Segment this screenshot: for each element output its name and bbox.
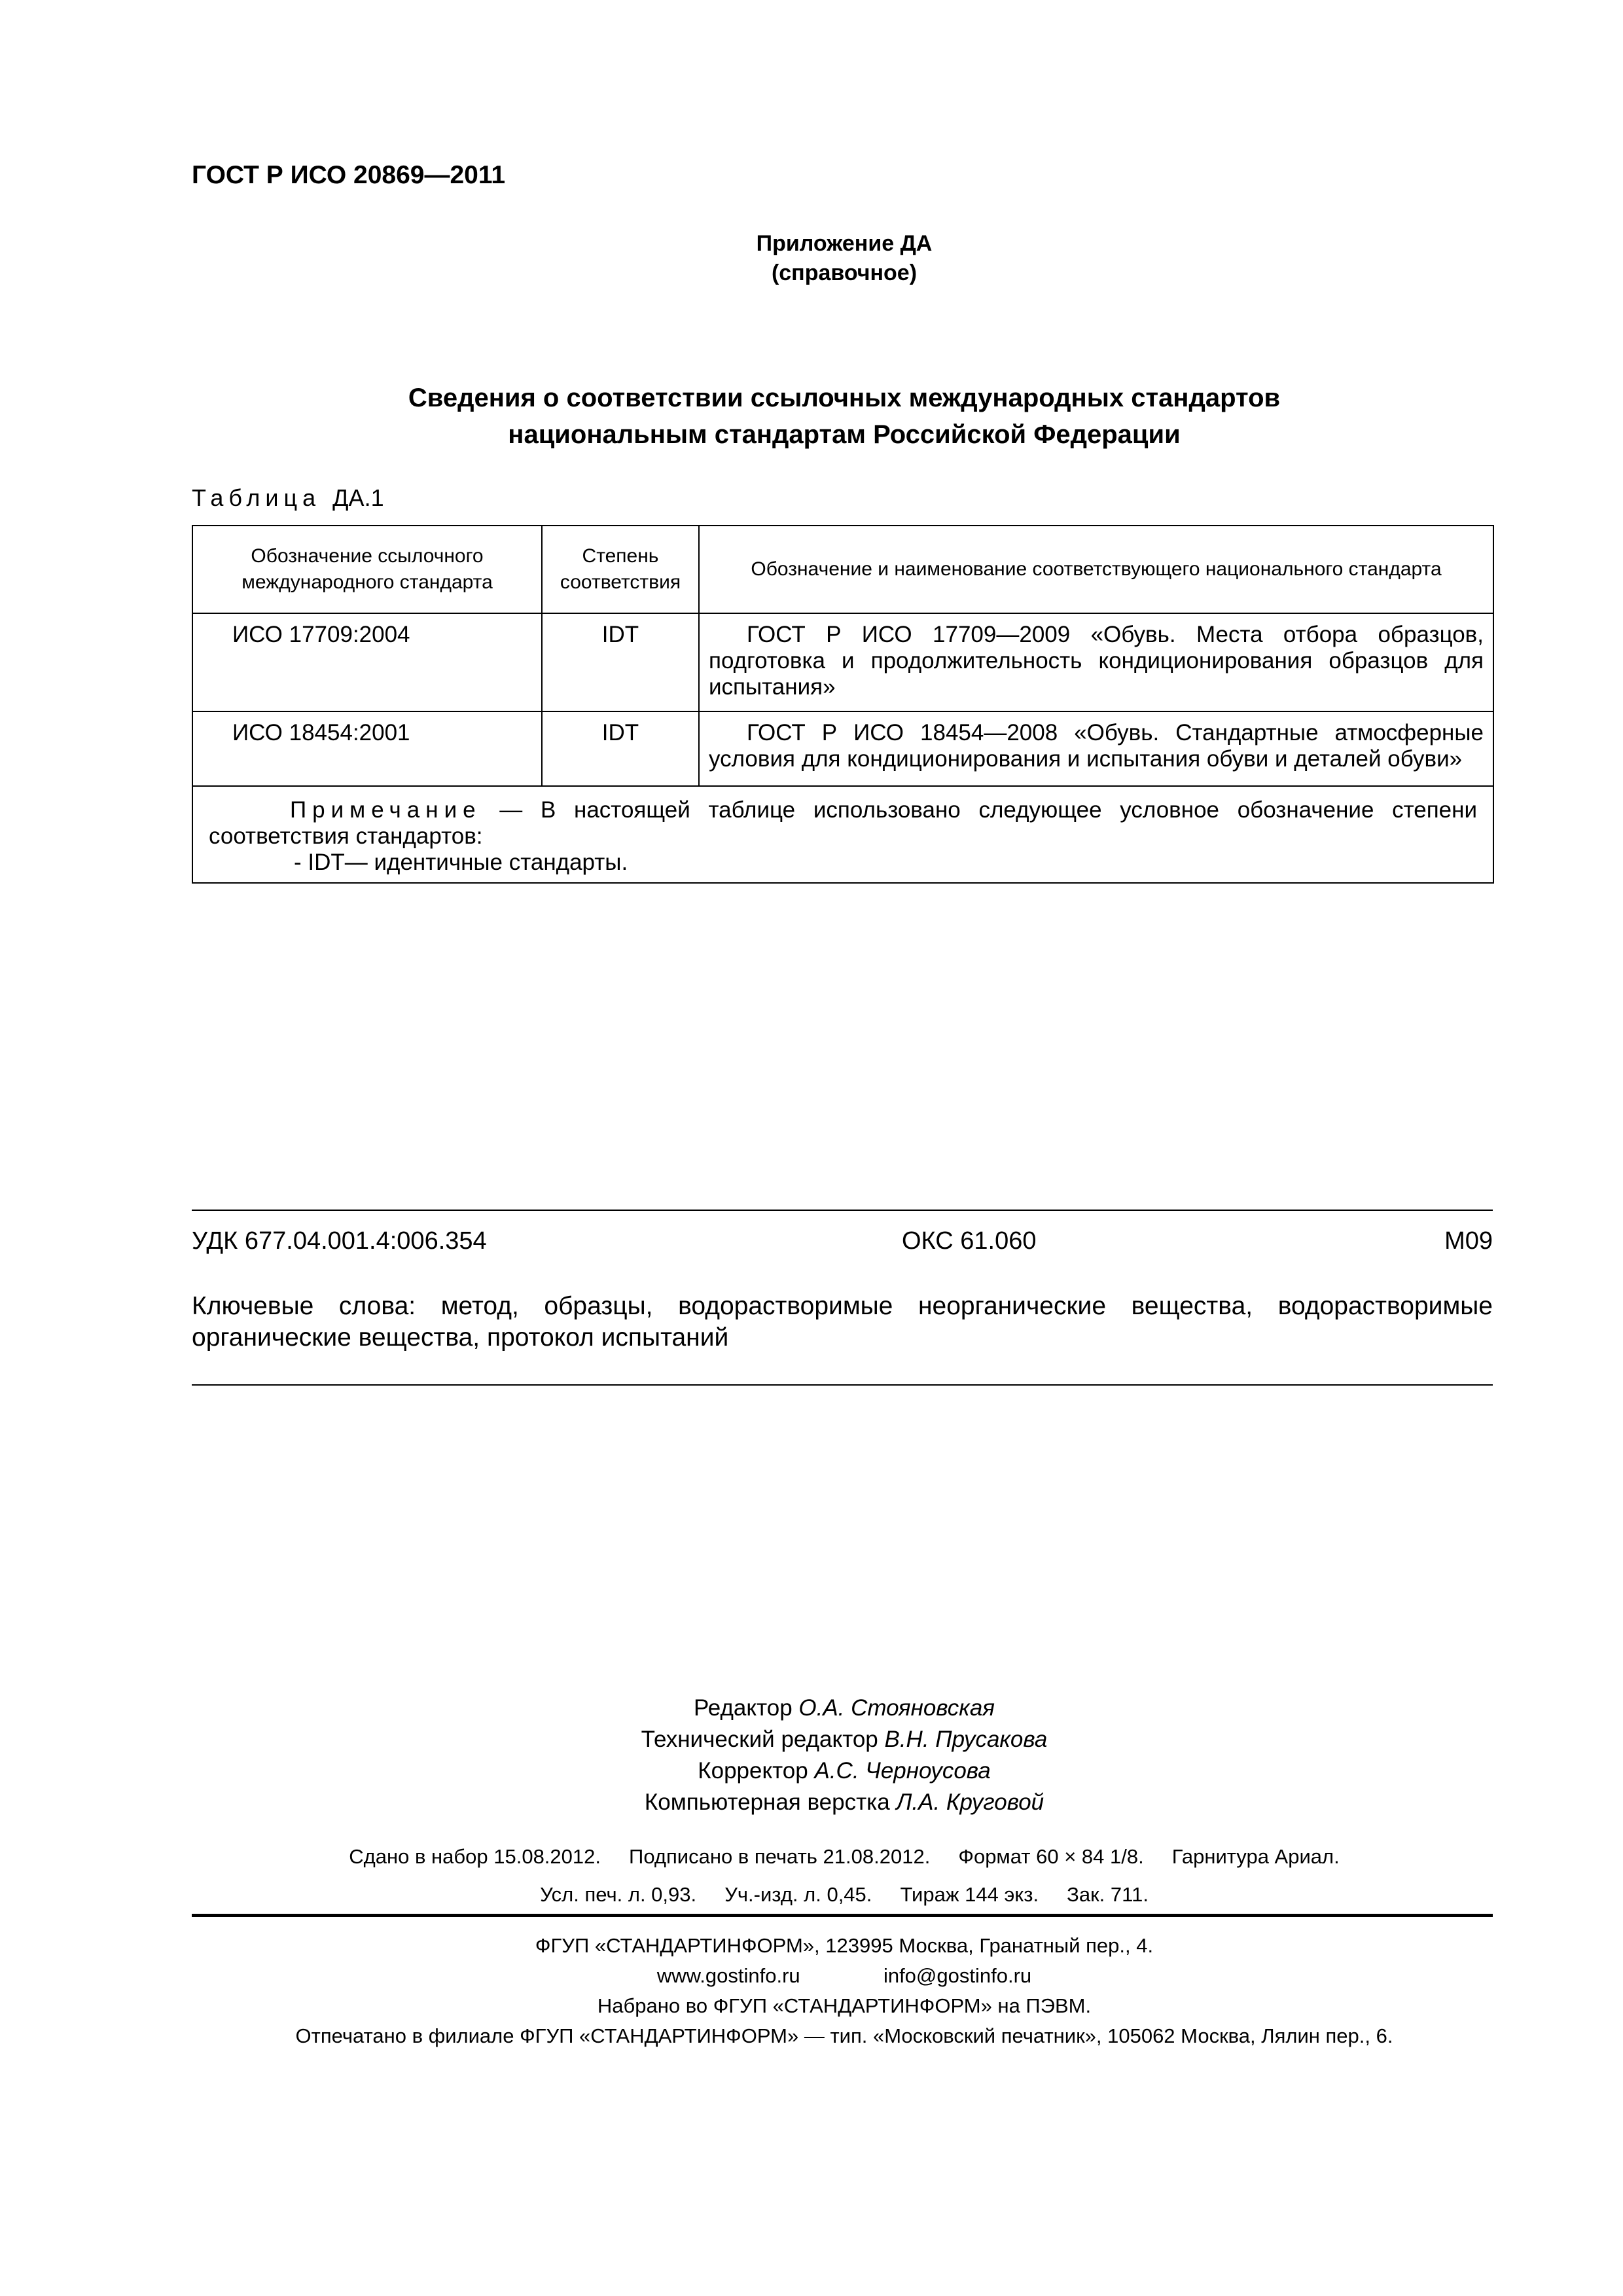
table-row xyxy=(192,711,1493,786)
credit-role: Корректор xyxy=(698,1758,815,1784)
credit-layout xyxy=(0,1787,1623,1818)
credit-proofreader xyxy=(0,1755,1623,1787)
annex-title: Приложение ДА xyxy=(756,231,933,256)
publisher-address: ФГУП «СТАНДАРТИНФОРМ», 123995 Москва, Гранатный пер., 4. xyxy=(535,1934,1154,1957)
credit-editor xyxy=(0,1693,1623,1724)
oks-code: ОКС 61.060 xyxy=(902,1227,1037,1255)
table-caption xyxy=(192,484,384,512)
table-caption-word: Таблица xyxy=(192,484,321,511)
column-header-national: Обозначение и наименование соответствующего национального стандарта xyxy=(699,526,1493,613)
credit-name: О.А. Стояновская xyxy=(798,1695,995,1721)
credit-name: А.С. Черноусова xyxy=(814,1758,991,1784)
divider-top xyxy=(192,1210,1493,1211)
keywords: Ключевые слова: метод, образцы, водорастворимые неорганические вещества, водорастворимые органические вещества, протокол испытаний xyxy=(192,1292,1493,1352)
table-caption-number: ДА.1 xyxy=(332,484,384,511)
cell-degree: IDT xyxy=(542,711,699,786)
cell-reference: ИСО 17709:2004 xyxy=(192,613,542,711)
document-header: ГОСТ Р ИСО 20869—2011 xyxy=(192,161,506,189)
column-header-degree: Степень соответствия xyxy=(542,526,699,613)
divider-bottom xyxy=(192,1384,1493,1386)
printed-info: Отпечатано в филиале ФГУП «СТАНДАРТИНФОРМ» — тип. «Московский печатник», 105062 Москва, Лялин пер., 6. xyxy=(295,2024,1393,2047)
publisher-site: www.gostinfo.ru xyxy=(656,1964,800,1987)
column-header-reference: Обозначение ссылочного международного стандарта xyxy=(192,526,542,613)
cell-national: ГОСТ Р ИСО 18454—2008 «Обувь. Стандартные атмосферные условия для кондиционирования и испытания обуви и деталей обуви» xyxy=(699,711,1493,786)
credit-tech-editor xyxy=(0,1724,1623,1755)
category-code: М09 xyxy=(1444,1227,1493,1255)
typeset-info: Набрано во ФГУП «СТАНДАРТИНФОРМ» на ПЭВМ. xyxy=(597,1994,1092,2017)
note-item: - IDT— идентичные стандарты. xyxy=(294,850,628,875)
cell-national: ГОСТ Р ИСО 17709—2009 «Обувь. Места отбора образцов, подготовка и продолжительность кондиционирования образцов для испытания» xyxy=(699,613,1493,711)
cell-reference: ИСО 18454:2001 xyxy=(192,711,542,786)
cell-degree: IDT xyxy=(542,613,699,711)
table-row xyxy=(192,613,1493,711)
publisher-contacts xyxy=(0,1961,1623,1991)
annex-kind: (справочное) xyxy=(771,260,918,285)
credit-name: Л.А. Круговой xyxy=(896,1789,1044,1815)
print-info-line2: Усл. печ. л. 0,93. Уч.-изд. л. 0,45. Тираж 144 экз. Зак. 711. xyxy=(540,1883,1149,1906)
note-body: — В настоящей таблице использовано следующее условное обозначение степени соответствия стандартов: xyxy=(209,797,1477,849)
correspondence-table xyxy=(192,525,1494,884)
section-heading-line1: Сведения о соответствии ссылочных международных стандартов xyxy=(408,384,1281,412)
udk-code: УДК 677.04.001.4:006.354 xyxy=(192,1227,487,1255)
publisher-email: info@gostinfo.ru xyxy=(883,1964,1032,1987)
table-note-row xyxy=(192,786,1493,883)
credit-role: Компьютерная верстка xyxy=(644,1789,897,1815)
section-heading-line2: национальным стандартам Российской Федерации xyxy=(508,420,1181,449)
credit-name: В.Н. Прусакова xyxy=(884,1727,1048,1752)
credit-role: Редактор xyxy=(694,1695,799,1721)
note-label: Примечание xyxy=(290,797,482,823)
note-text xyxy=(209,797,1477,850)
table-note xyxy=(192,786,1493,883)
table-header-row xyxy=(192,526,1493,613)
divider-thick xyxy=(192,1914,1493,1917)
print-info-line1: Сдано в набор 15.08.2012. Подписано в печать 21.08.2012. Формат 60 × 84 1/8. Гарнитура Ариал. xyxy=(349,1845,1340,1868)
credit-role: Технический редактор xyxy=(641,1727,885,1752)
